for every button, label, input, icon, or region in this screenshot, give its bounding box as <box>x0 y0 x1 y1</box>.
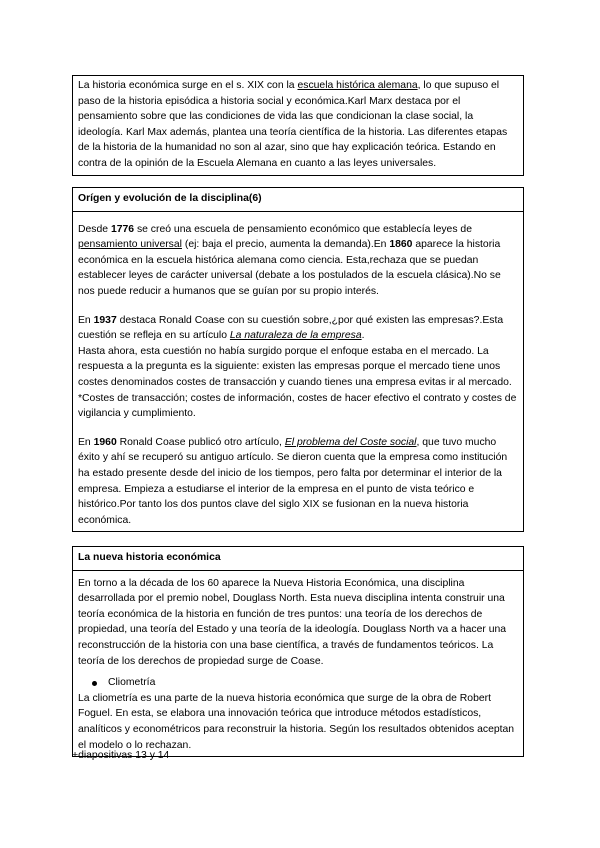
origin-paragraph-1 <box>78 222 518 300</box>
intro-text-continued: , lo que supuso el paso de la historia episódica a historia social y económica.Karl Marx destaca por el pensamiento sobre que las condiciones de vida las que condicionan la clase social, la ideología. Karl Max además, plantea una teoría científica de la historia. Las diferentes etapas de la historia de la humanidad no son al azar, sino que hay explicación teórica. Estando en contra de la opinión de la Escuela Alemana en cuanto a las leyes universales. <box>78 80 508 169</box>
pensamiento-universal-link[interactable]: pensamiento universal <box>78 239 182 251</box>
origin-paragraph-2-cont: Hasta ahora, esta cuestión no había surgido porque el enfoque estaba en el mercado. La respuesta a la pregunta es la siguiente: existen las empresas porque el mercado tiene unos costes denominados costes de transacción y cuando tienes una empresa evitas ir al mercado. <box>78 345 512 388</box>
text: En <box>78 436 94 448</box>
text: Ronald Coase publicó otro artículo, <box>116 436 285 448</box>
text: (ej: baja el precio, aumenta la demanda).En <box>181 239 390 251</box>
text: se creó una escuela de pensamiento económico que establecía leyes de <box>134 223 472 235</box>
year-1860: 1860 <box>389 239 413 251</box>
year-1937: 1937 <box>93 314 117 326</box>
footer-note: +diapositivas 13 y 14 <box>72 750 170 761</box>
year-1776: 1776 <box>110 223 135 235</box>
intro-text: La historia económica surge en el s. XIX con la <box>78 80 298 91</box>
nueva-paragraph-2: La cliometría es una parte de la nueva historia económica que surge de la obra de Robert Foguel. En esta, se elabora una innovación teórica que introduce métodos estadísticos, analíticos y econométricos para reconstruir la historia. Según los resultados obtenidos aceptan el modelo o lo rechazan. <box>78 692 515 751</box>
origin-paragraph-2 <box>78 313 518 344</box>
origin-paragraph-3 <box>78 435 518 529</box>
origin-heading: Orígen y evolución de la disciplina(6) <box>73 188 523 212</box>
origin-box <box>72 187 524 532</box>
text: destaca Ronald Coase con su cuestión sobre,¿por qué existen las empresas?.Esta cuestión se refleja en su artículo <box>78 314 504 342</box>
intro-paragraph <box>78 78 518 172</box>
intro-box <box>72 75 524 176</box>
bullet-icon <box>92 681 97 686</box>
article-title-coste-social[interactable]: El problema del Coste social <box>284 436 417 448</box>
transaction-costs-note: *Costes de transacción; costes de información, costes de hacer efectivo el contrato y costes de vigilancia y cumplimiento. <box>78 392 517 420</box>
article-title-naturaleza[interactable]: La naturaleza de la empresa <box>229 330 362 342</box>
nueva-paragraph-1: En torno a la década de los 60 aparece la Nueva Historia Económica, una disciplina desarrollada por el premio nobel, Douglass North. Esta nueva disciplina intenta construir una teoría económica de la historia en función de tres puntos: una teoría de los derechos de propiedad, una teoría del Estado y una teoría de la ideología. Douglass North va a hacer una reconstrucción de la historia con una base científica, a través de fundamentos teóricos. La teoría de los derechos de propiedad surge de Coase. <box>78 577 507 667</box>
nueva-historia-box <box>72 546 524 757</box>
text: aparece la historia económica en la escuela histórica alemana como ciencia. Esta,rechaza que se puedan establecer leyes de carácter universal (debate a los postulados de la escuela clásica).No se nos puede reducir a humanos que se guían por su propio interés. <box>78 239 501 297</box>
text: , que tuvo mucho éxito y ahí se recuperó su antiguo artículo. Se dieron cuenta que la empresa como institución ha estado presente desde del inicio de los tiempos, pero falta por determinar el interior de la empresa. Empieza a estudiarse el interior de la empresa en el punto de vista teórico e histórico.Por tanto los dos puntos clave del siglo XIX se fusionan en la nueva historia económica. <box>78 436 508 526</box>
cliometria-bullet <box>78 675 518 691</box>
text: . <box>361 330 365 342</box>
text: En <box>78 314 94 326</box>
cliometria-label: Cliometría <box>108 677 156 689</box>
year-1960: 1960 <box>93 436 117 448</box>
escuela-historica-link[interactable]: escuela histórica alemana <box>297 80 418 91</box>
text: Desde <box>78 223 111 235</box>
nueva-historia-heading: La nueva historia económica <box>73 547 523 571</box>
